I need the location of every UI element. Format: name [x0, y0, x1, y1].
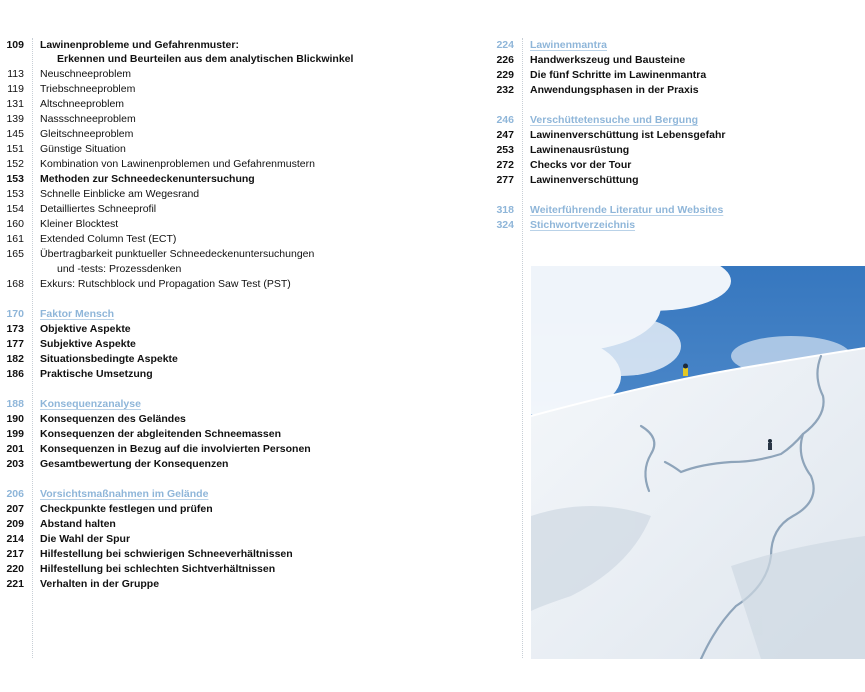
entry-title: Neuschneeproblem: [40, 68, 132, 80]
entry-title: Checkpunkte festlegen und prüfen: [40, 503, 213, 515]
page-number: 119: [7, 83, 24, 95]
entry-title: Lawinenprobleme und Gefahrenmuster:: [40, 39, 239, 51]
entry-title: Lawinenverschüttung ist Lebensgefahr: [530, 129, 726, 141]
entry-title: Detailliertes Schneeprofil: [40, 203, 157, 215]
page-number: 188: [6, 398, 24, 410]
right-divider: [522, 38, 523, 658]
entry-title: Schnelle Einblicke am Wegesrand: [40, 188, 200, 200]
page-number: 182: [6, 353, 24, 365]
skier-bottom: [768, 439, 772, 450]
entry-title: Lawinenausrüstung: [530, 144, 630, 156]
entry-title: Konsequenzen in Bezug auf die involvierten Personen: [40, 443, 311, 455]
page-number: 203: [6, 458, 24, 470]
page-number: 253: [496, 144, 514, 156]
entry-title: Altschneeproblem: [40, 98, 125, 110]
entry-title: Triebschneeproblem: [40, 83, 136, 95]
page-number: 160: [6, 218, 24, 230]
page-number: 201: [6, 443, 24, 455]
avalanche-slope-photo: [531, 266, 865, 659]
entry-title: Handwerkszeug und Bausteine: [530, 54, 686, 66]
skier-top: [683, 364, 688, 377]
page-number: 173: [6, 323, 24, 335]
page-number: 324: [496, 219, 514, 231]
page-number: 154: [6, 203, 24, 215]
entry-title: Lawinenverschüttung: [530, 174, 639, 186]
entry-title: Hilfestellung bei schlechten Sichtverhältnissen: [40, 563, 276, 575]
page-number: 220: [6, 563, 24, 575]
page-number: 207: [6, 503, 24, 515]
entry-title: Verhalten in der Gruppe: [40, 578, 160, 590]
entry-title: Die Wahl der Spur: [40, 533, 131, 545]
page-number: 272: [496, 159, 514, 171]
entry-title: Extended Column Test (ECT): [40, 233, 177, 245]
page-number: 145: [6, 128, 24, 140]
entry-title: Gleitschneeproblem: [40, 128, 134, 140]
page-number: 131: [6, 98, 24, 110]
left-divider: [32, 38, 33, 658]
page-number: 221: [6, 578, 24, 590]
section-title: Stichwortverzeichnis: [530, 219, 636, 231]
entry-title: Situationsbedingte Aspekte: [40, 353, 178, 365]
entry-title: Methoden zur Schneedeckenuntersuchung: [40, 173, 255, 185]
page-number: 186: [6, 368, 24, 380]
entry-title: Hilfestellung bei schwierigen Schneeverhältnissen: [40, 548, 293, 560]
page-number: 277: [496, 174, 514, 186]
page-number: 209: [6, 518, 24, 530]
entry-title: Kombination von Lawinenproblemen und Gefahrenmustern: [40, 158, 315, 170]
entry-title: Praktische Umsetzung: [40, 368, 153, 380]
entry-title: Kleiner Blocktest: [40, 218, 119, 230]
page-number: 214: [6, 533, 24, 545]
section-title: Faktor Mensch: [40, 308, 115, 320]
entry-title: Konsequenzen der abgleitenden Schneemassen: [40, 428, 281, 440]
section-title: Weiterführende Literatur und Websites: [530, 204, 724, 216]
page-number: 165: [6, 248, 24, 260]
page-number: 109: [6, 39, 24, 51]
page-number: 153: [6, 173, 24, 185]
page-number: 206: [6, 488, 24, 500]
section-title: Verschüttetensuche und Bergung: [530, 114, 699, 126]
toc-entry-continuation: und -tests: Prozessdenken: [57, 263, 182, 275]
page-number: 177: [6, 338, 24, 350]
page-number: 246: [496, 114, 514, 126]
entry-title: Die fünf Schritte im Lawinenmantra: [530, 69, 707, 81]
toc-entry-continuation: Erkennen und Beurteilen aus dem analytischen Blickwinkel: [57, 53, 354, 65]
page-number: 224: [496, 39, 514, 51]
entry-title: Günstige Situation: [40, 143, 126, 155]
entry-title: Checks vor der Tour: [530, 159, 632, 171]
entry-title: Objektive Aspekte: [40, 323, 131, 335]
page-number: 161: [6, 233, 24, 245]
page-number: 247: [496, 129, 514, 141]
page-number: 170: [6, 308, 24, 320]
page-number: 199: [6, 428, 24, 440]
page-number: 229: [496, 69, 514, 81]
page-number: 318: [496, 204, 514, 216]
section-title: Vorsichtsmaßnahmen im Gelände: [40, 488, 209, 500]
entry-title: Konsequenzen des Geländes: [40, 413, 186, 425]
entry-title: Subjektive Aspekte: [40, 338, 136, 350]
page-number: 190: [6, 413, 24, 425]
entry-title: Nassschneeproblem: [40, 113, 136, 125]
page-number: 168: [6, 278, 24, 290]
section-title: Lawinenmantra: [530, 39, 608, 51]
page-number: 139: [6, 113, 24, 125]
page-number: 217: [6, 548, 24, 560]
snow-slope-illustration: [531, 266, 865, 659]
entry-title: Gesamtbewertung der Konsequenzen: [40, 458, 229, 470]
section-title: Konsequenzanalyse: [40, 398, 141, 410]
page-number: 151: [6, 143, 24, 155]
entry-title: Abstand halten: [40, 518, 116, 530]
entry-title: Übertragbarkeit punktueller Schneedeckenuntersuchungen: [40, 248, 315, 260]
page-number: 153: [6, 188, 24, 200]
entry-title: Anwendungsphasen in der Praxis: [530, 84, 699, 96]
page-number: 232: [496, 84, 514, 96]
page-number: 113: [7, 68, 24, 80]
page-number: 152: [6, 158, 24, 170]
entry-title: Exkurs: Rutschblock und Propagation Saw Test (PST): [40, 278, 291, 290]
page-number: 226: [496, 54, 514, 66]
